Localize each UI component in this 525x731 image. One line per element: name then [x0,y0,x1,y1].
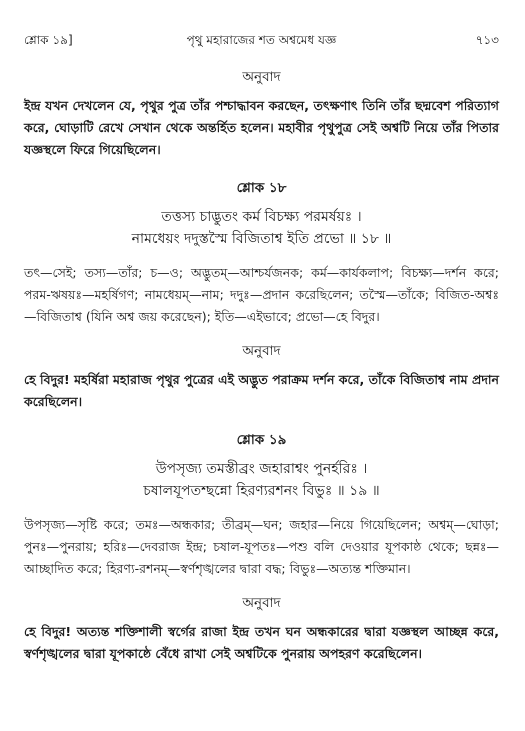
header-chapter-title: পৃথু মহারাজের শত অশ্বমেধ যজ্ঞ [186,33,337,47]
verse-18-line-1: তত্তস্য চাদ্ভুতং কর্ম বিচক্ষ্য পরমর্ষয়ঃ । [161,209,362,225]
verse-18-translation-heading: অনুবাদ [242,343,281,359]
verse-19-synonyms: উপসৃজ্য—সৃষ্টি করে; তমঃ—অন্ধকার; তীব্রম্—ঘন; জহার—নিয়ে গিয়েছিলেন; অশ্বম্—ঘোড়া; পুনঃ—পুনরায়; হরিঃ—দেবরাজ ইন্দ্র; চষাল-যূপতঃ—পশু বলি দেওয়ার যূপকাষ্ঠ থেকে; ছন্নঃ—আচ্ছাদিত করে; হিরণ্য-রশনম্—স্বর্ণশৃঙ্খলের দ্বারা বদ্ধ; বিভুঃ—অত্যন্ত শক্তিমান। [24,517,499,576]
verse-19-line-1: উপসৃজ্য তমস্তীব্রং জহারাশ্বং পুনর্হরিঃ । [155,461,368,477]
translation-text-1: ইন্দ্র যখন দেখলেন যে, পৃথুর পুত্র তাঁর পশ্চাদ্ধাবন করছেন, তৎক্ষণাৎ তিনি তাঁর ছদ্মবেশ পরিত্যাগ করে, ঘোড়াটি রেখে সেখান থেকে অন্তর্হিত হলেন। মহাবীর পৃথুপুত্র সেই অশ্বটি নিয়ে তাঁর পিতার যজ্ঞস্থলে ফিরে গিয়েছিলেন। [24,98,499,157]
translation-heading-1: অনুবাদ [242,69,281,85]
verse-18-title: শ্লোক ১৮ [236,180,287,196]
verse-18-synonyms: তৎ—সেই; তস্য—তাঁর; চ—ও; অদ্ভুতম্—আশ্চর্যজনক; কর্ম—কার্যকলাপ; বিচক্ষ্য—দর্শন করে; পরম-ঋষয়ঃ—মহর্ষিগণ; নামধেয়ম্—নাম; দদুঃ—প্রদান করেছিলেন; তস্মৈ—তাঁকে; বিজিত-অশ্বঃ—বিজিতাশ্ব (যিনি অশ্ব জয় করেছেন); ইতি—এইভাবে; প্রভো—হে বিদুর। [24,265,499,324]
page-number: ৭১৩ [475,33,499,47]
verse-19-translation-heading: অনুবাদ [242,595,281,611]
verse-19-line-2: চষালযূপতশ্ছন্নো হিরণ্যরশনং বিভুঃ ॥ ১৯ ॥ [143,483,380,499]
verse-19-title: শ্লোক ১৯ [236,432,287,448]
verse-18-translation: হে বিদুর! মহর্ষিরা মহারাজ পৃথুর পুত্রের এই অদ্ভুত পরাক্রম দর্শন করে, তাঁকে বিজিতাশ্ব নাম প্রদান করেছিলেন। [24,372,499,409]
running-header [24,32,499,50]
verse-19-translation: হে বিদুর! অত্যন্ত শক্তিশালী স্বর্গের রাজা ইন্দ্র তখন ঘন অন্ধকারের দ্বারা যজ্ঞস্থল আচ্ছন্ন করে, স্বর্ণশৃঙ্খলের দ্বারা যূপকাষ্ঠে বেঁধে রাখা সেই অশ্বটিকে পুনরায় অপহরণ করেছিলেন। [24,624,499,661]
header-verse-ref: শ্লোক ১৯] [24,33,73,47]
page-body [24,66,499,665]
verse-18-line-2: নামধেয়ং দদুস্তস্মৈ বিজিতাশ্ব ইতি প্রভো ॥ ১৮ ॥ [131,231,392,247]
